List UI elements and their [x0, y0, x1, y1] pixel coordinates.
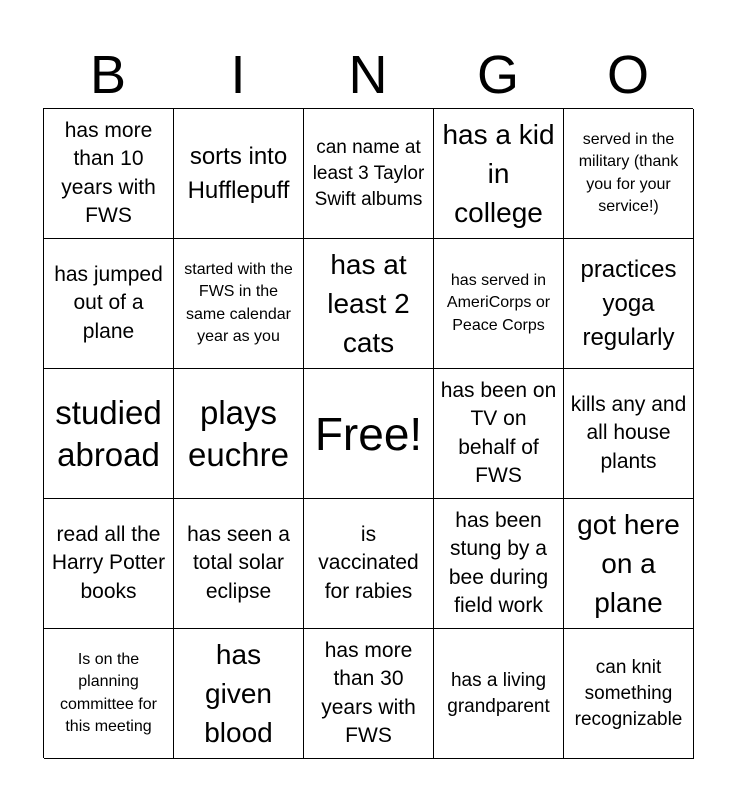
bingo-header: [43, 44, 693, 106]
cell-text: has a kid in college: [442, 119, 555, 228]
cell-text: has given blood: [204, 639, 273, 748]
bingo-cell[interactable]: [434, 629, 564, 759]
bingo-cell[interactable]: [564, 629, 694, 759]
cell-text: can name at least 3 Taylor Swift albums: [312, 136, 425, 210]
bingo-board: [43, 108, 693, 758]
cell-text: has been stung by a bee during field work: [448, 508, 549, 617]
header-letter-o: O: [606, 45, 649, 105]
bingo-cell[interactable]: [44, 369, 174, 499]
cell-text: plays euchre: [188, 393, 289, 473]
header-letter-b: B: [89, 45, 127, 105]
bingo-cell[interactable]: [564, 239, 694, 369]
cell-text: read all the Harry Potter books: [51, 522, 166, 603]
bingo-cell[interactable]: [44, 239, 174, 369]
header-letter-i: I: [230, 45, 246, 105]
bingo-cell[interactable]: [174, 239, 304, 369]
bingo-cell[interactable]: [174, 499, 304, 629]
bingo-cell[interactable]: [434, 369, 564, 499]
bingo-cell[interactable]: [434, 239, 564, 369]
cell-text: served in the military (thank you for your service!): [578, 130, 679, 215]
cell-text: Is on the planning committee for this meeting: [60, 650, 157, 735]
cell-text: kills any and all house plants: [570, 392, 687, 473]
free-space[interactable]: [304, 369, 434, 499]
bingo-cell[interactable]: [44, 109, 174, 239]
cell-text: has more than 30 years with FWS: [321, 638, 416, 747]
free-space-text: Free!: [314, 407, 423, 460]
cell-text: has more than 10 years with FWS: [61, 118, 156, 227]
bingo-cell[interactable]: [174, 109, 304, 239]
bingo-cell[interactable]: [44, 629, 174, 759]
bingo-cell[interactable]: [564, 499, 694, 629]
bingo-cell[interactable]: [304, 239, 434, 369]
cell-text: studied abroad: [55, 393, 162, 473]
cell-text: started with the FWS in the same calendar year as you: [184, 260, 293, 345]
cell-text: has at least 2 cats: [327, 249, 410, 358]
cell-text: is vaccinated for rabies: [318, 522, 419, 603]
bingo-cell[interactable]: [174, 629, 304, 759]
bingo-cell[interactable]: [304, 629, 434, 759]
cell-text: has been on TV on behalf of FWS: [440, 378, 557, 487]
bingo-cell[interactable]: [304, 499, 434, 629]
cell-text: can knit something recognizable: [574, 656, 683, 730]
cell-text: sorts into Hufflepuff: [187, 142, 290, 204]
bingo-cell[interactable]: [304, 109, 434, 239]
header-letter-g: G: [476, 45, 519, 105]
bingo-cell[interactable]: [434, 499, 564, 629]
cell-text: has a living grandparent: [447, 669, 550, 717]
cell-text: got here on a plane: [577, 509, 680, 618]
bingo-cell[interactable]: [564, 369, 694, 499]
cell-text: has served in AmeriCorps or Peace Corps: [446, 271, 551, 334]
header-letter-n: N: [348, 45, 388, 105]
bingo-cell[interactable]: [434, 109, 564, 239]
bingo-cell[interactable]: [44, 499, 174, 629]
cell-text: has jumped out of a plane: [54, 262, 163, 343]
bingo-cell[interactable]: [564, 109, 694, 239]
cell-text: practices yoga regularly: [580, 255, 677, 351]
cell-text: has seen a total solar eclipse: [187, 522, 290, 603]
bingo-cell[interactable]: [174, 369, 304, 499]
